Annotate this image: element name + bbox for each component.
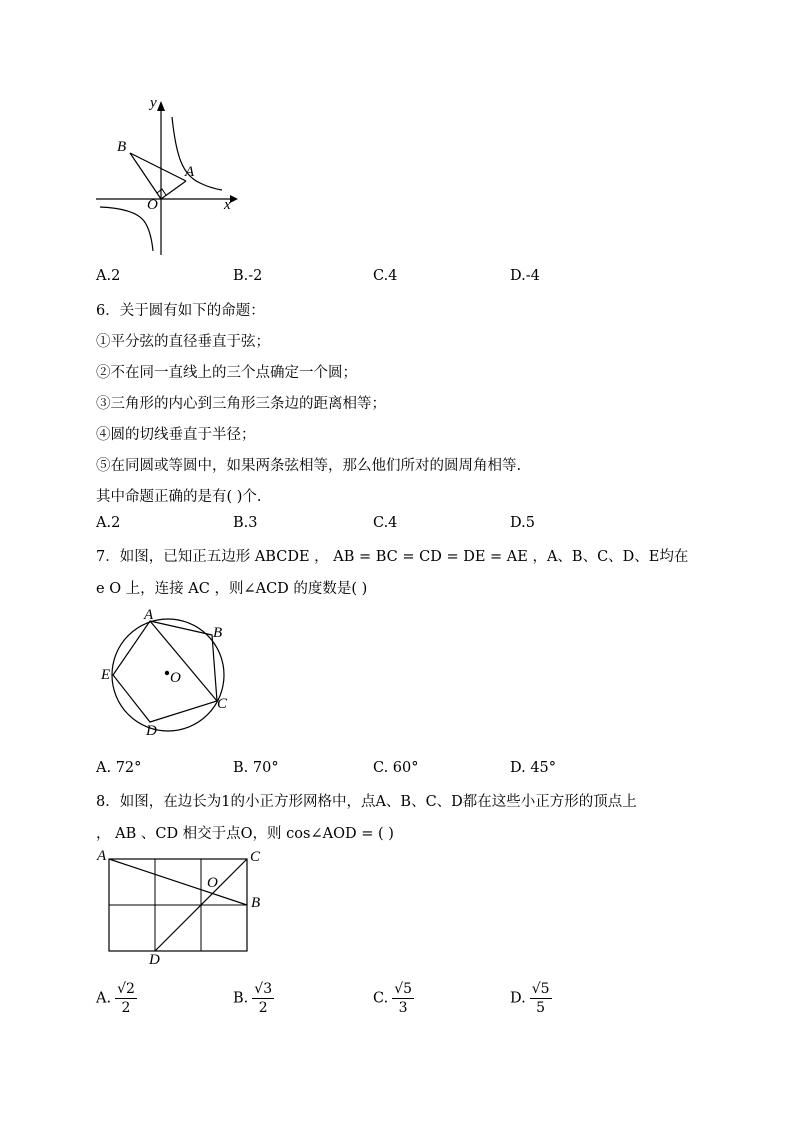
fig8-label-o: O [207, 875, 218, 891]
q8-line-1: 8．如图，在边长为1的小正方形网格中，点A、B、C、D都在这些小正方形的顶点上 [96, 794, 637, 810]
q5-option-a[interactable]: A.2 [96, 268, 121, 284]
fig8-label-b: B [251, 895, 261, 911]
fig7-label-e: E [101, 667, 111, 683]
circle-o [112, 619, 224, 731]
y-axis-arrow [157, 101, 165, 111]
q6-ask: 其中命题正确的是有( )个. [96, 489, 262, 505]
q8-option-d-prefix: D. [510, 990, 526, 1007]
pentagon-abcde [113, 621, 217, 722]
q8-option-d-fraction [530, 980, 552, 1017]
fig7-label-d: D [146, 723, 157, 739]
q8-option-a-fraction [115, 980, 137, 1017]
q7-option-a[interactable]: A. 72° [96, 760, 142, 776]
q8-grid-figure [105, 855, 255, 955]
q6-stem: 6．关于圆有如下的命题： [96, 303, 265, 319]
fig5-label-x: x [224, 197, 231, 213]
q5-option-c[interactable]: C.4 [373, 268, 398, 284]
q8-option-a[interactable] [96, 980, 137, 1017]
q8-option-b-prefix: B. [233, 990, 249, 1007]
q5-option-d[interactable]: D.-4 [510, 268, 540, 284]
q6-item-2: ②不在同一直线上的三个点确定一个圆； [96, 365, 357, 381]
q8-option-b-num: 3 [263, 981, 273, 997]
q8-option-d[interactable] [510, 980, 552, 1017]
segment-bo [130, 153, 161, 199]
q5-option-b[interactable]: B.-2 [233, 268, 263, 284]
fig5-label-o: O [147, 197, 158, 213]
q8-option-d-den: 5 [536, 1000, 546, 1016]
q8-option-c-fraction [392, 980, 414, 1017]
segment-ac [150, 621, 217, 701]
q7-option-b[interactable]: B. 70° [233, 760, 279, 776]
q8-option-c[interactable] [373, 980, 414, 1017]
q8-option-c-den: 3 [398, 1000, 408, 1016]
x-axis-arrow [230, 195, 238, 203]
sqrt-symbol: √ [254, 981, 264, 997]
q7-option-d[interactable]: D. 45° [510, 760, 557, 776]
q6-item-3: ③三角形的内心到三角形三条边的距离相等； [96, 396, 386, 412]
fig8-label-c: C [250, 849, 261, 865]
q8-line-2: ， AB 、CD 相交于点O，则 cos∠AOD = ( ) [96, 826, 394, 842]
hyperbola-right-branch [172, 117, 222, 190]
sqrt-symbol: √ [394, 981, 404, 997]
q6-item-1: ①平分弦的直径垂直于弦； [96, 334, 270, 350]
fig8-label-a: A [97, 848, 107, 864]
q6-item-4: ④圆的切线垂直于半径； [96, 427, 256, 443]
q6-option-b[interactable]: B.3 [233, 515, 258, 531]
fig7-label-b: B [213, 625, 223, 641]
q8-option-a-num: 2 [126, 981, 135, 997]
fig7-label-c: C [217, 696, 228, 712]
fig5-label-a: A [185, 164, 195, 180]
center-dot [165, 671, 169, 675]
q8-option-b[interactable] [233, 980, 274, 1017]
q6-option-a[interactable]: A.2 [96, 515, 121, 531]
fig5-label-y: y [150, 95, 157, 111]
q8-option-a-den: 2 [121, 1000, 131, 1016]
q6-item-5: ⑤在同圆或等圆中，如果两条弦相等，那么他们所对的圆周角相等. [96, 458, 522, 474]
q8-option-c-prefix: C. [373, 990, 389, 1007]
q6-option-d[interactable]: D.5 [510, 515, 535, 531]
q8-option-a-prefix: A. [96, 990, 112, 1007]
q8-option-b-fraction [252, 980, 274, 1017]
q5-figure [90, 95, 250, 265]
fig5-label-b: B [117, 139, 127, 155]
q7-option-c[interactable]: C. 60° [373, 760, 419, 776]
sqrt-symbol: √ [531, 981, 541, 997]
q8-option-d-num: 5 [540, 981, 550, 997]
segment-oa [161, 181, 186, 199]
hyperbola-left-branch [100, 207, 153, 251]
segment-ab [109, 859, 247, 905]
q8-option-b-den: 2 [258, 1000, 268, 1016]
fig8-label-d: D [149, 952, 160, 968]
sqrt-symbol: √ [117, 981, 127, 997]
q8-option-c-num: 5 [403, 981, 413, 997]
q7-line-1: 7．如图，已知正五边形 ABCDE ， AB = BC = CD = DE = AE ，A、B、C、D、E均在 [96, 549, 689, 565]
q7-line-2: e O 上，连接 AC ，则∠ACD 的度数是( ) [96, 581, 368, 597]
segment-ba [130, 153, 186, 181]
fig7-label-a: A [144, 607, 154, 623]
fig7-label-o: O [170, 670, 181, 686]
q6-option-c[interactable]: C.4 [373, 515, 398, 531]
